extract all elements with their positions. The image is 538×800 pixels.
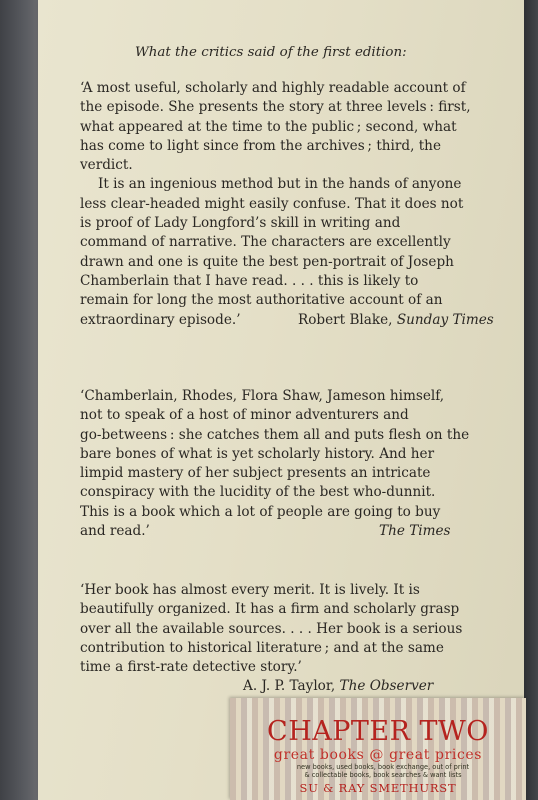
background-left-edge: [0, 0, 38, 800]
quote-line: bare bones of what is yet scholarly history. And her: [80, 445, 435, 462]
attribution-source: The Observer: [339, 678, 434, 695]
quote-line: ‘Her book has almost every merit. It is lively. It is: [80, 582, 420, 598]
quote-line: over all the available sources. . . . Her book is a serious: [80, 620, 463, 637]
quote-line: limpid mastery of her subject presents an intricate: [80, 465, 431, 482]
quote-line: ‘Chamberlain, Rhodes, Flora Shaw, Jameson himself,: [80, 388, 445, 404]
quote-line: extraordinary episode.’: [80, 311, 241, 328]
attribution-author: Robert Blake,: [298, 311, 393, 328]
quote-line: beautifully organized. It has a firm and scholarly grasp: [80, 601, 460, 618]
quote-line: This is a book which a lot of people are going to buy: [80, 503, 441, 520]
quote-robert-blake: [80, 79, 494, 330]
quote-line: go-betweens : she catches them all and puts flesh on the: [80, 426, 470, 443]
quote-attribution-row: [80, 311, 494, 330]
sticker-tagline: great books @ great prices: [273, 747, 483, 763]
quote-line: drawn and one is quite the best pen-portrait of Joseph: [80, 253, 454, 270]
quote-line: and read.’: [80, 523, 150, 540]
attribution-author: A. J. P. Taylor,: [243, 678, 336, 695]
sticker-owners: SU & RAY SMETHURST: [299, 781, 457, 795]
attribution: [298, 311, 494, 330]
attribution-source: Sunday Times: [396, 311, 494, 328]
quote-line: has come to light since from the archives ; third, the: [80, 137, 441, 154]
quote-the-times: [80, 387, 469, 541]
quote-line: It is an ingenious method but in the hands of anyone: [98, 176, 462, 193]
quote-ajp-taylor: [80, 581, 462, 697]
quote-line: conspiracy with the lucidity of the best who-dunnit.: [80, 484, 436, 501]
quote-line: command of narrative. The characters are excellently: [80, 234, 451, 251]
quote-attribution-row: [80, 677, 462, 696]
quote-line: verdict.: [80, 157, 133, 174]
quote-line: the episode. She presents the story at three levels : first,: [80, 99, 471, 116]
bookshop-sticker: [230, 698, 526, 800]
attribution: [243, 677, 433, 696]
quote-line: ‘A most useful, scholarly and highly readable account of: [80, 80, 466, 96]
attribution-source: The Times: [379, 523, 451, 540]
background-right-edge: [524, 0, 538, 800]
sticker-description-line: new books, used books, book exchange, out of print: [296, 763, 470, 771]
sticker-description-line: & collectable books, book searches & want lists: [304, 770, 462, 779]
page-heading: What the critics said of the first edition:: [135, 45, 407, 60]
sticker-description: [268, 764, 498, 779]
quote-attribution-row: [80, 522, 469, 541]
quote-line: contribution to historical literature ; and at the same: [80, 639, 444, 656]
quote-line: is proof of Lady Longford’s skill in writing and: [80, 215, 401, 232]
sticker-shop-name: CHAPTER TWO: [267, 716, 489, 747]
quote-line: Chamberlain that I have read. . . . this is likely to: [80, 272, 419, 289]
quote-line: not to speak of a host of minor adventurers and: [80, 407, 409, 424]
quote-line: less clear-headed might easily confuse. That it does not: [80, 195, 464, 212]
quote-line: remain for long the most authoritative account of an: [80, 292, 443, 309]
quote-line: what appeared at the time to the public ; second, what: [80, 118, 457, 135]
quote-line: time a first-rate detective story.’: [80, 659, 302, 676]
